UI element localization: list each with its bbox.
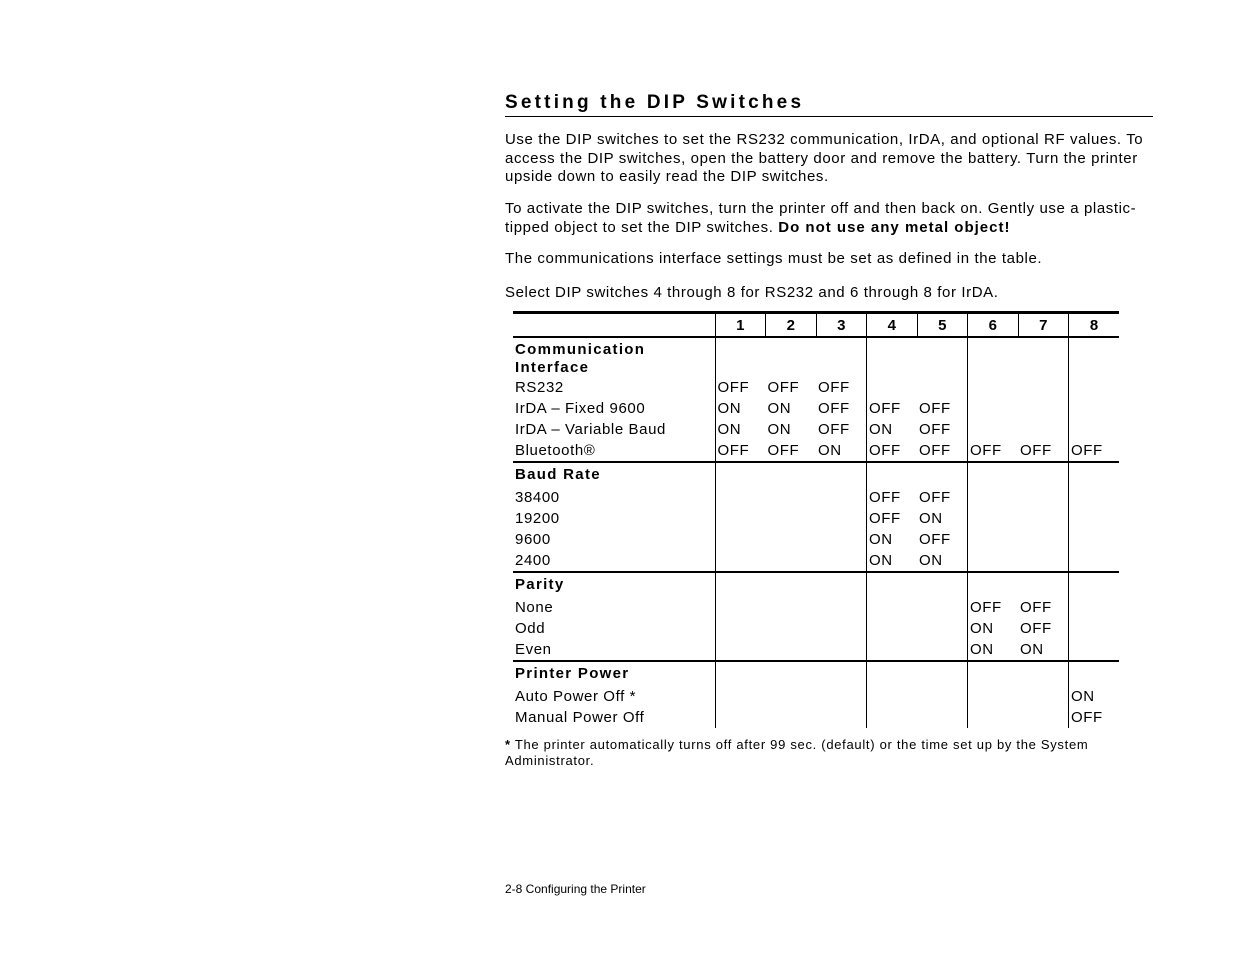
switch-1-value bbox=[715, 597, 766, 618]
switch-6-value bbox=[968, 487, 1019, 508]
switch-8-value: OFF bbox=[1069, 440, 1120, 462]
empty-cell bbox=[1069, 572, 1120, 597]
switch-3-value: ON bbox=[816, 440, 867, 462]
row-label: 38400 bbox=[515, 489, 560, 506]
switch-4-value bbox=[867, 597, 918, 618]
empty-cell bbox=[867, 337, 918, 377]
row-label: IrDA – Variable Baud bbox=[515, 421, 666, 438]
switch-1-value: OFF bbox=[715, 377, 766, 398]
empty-cell bbox=[816, 661, 867, 686]
section-heading: Setting the DIP Switches bbox=[505, 92, 1153, 117]
row-label: Auto Power Off * bbox=[515, 688, 637, 705]
switch-7-value bbox=[1018, 686, 1069, 707]
table-row bbox=[513, 398, 1119, 419]
empty-cell bbox=[968, 462, 1019, 487]
row-label: IrDA – Fixed 9600 bbox=[515, 400, 646, 417]
switch-1-value bbox=[715, 529, 766, 550]
section-title-row bbox=[513, 462, 1119, 487]
switch-8-value: ON bbox=[1069, 686, 1120, 707]
switch-5-value: ON bbox=[919, 510, 943, 527]
switch-1-value bbox=[715, 686, 766, 707]
switch-4-value: OFF bbox=[867, 398, 918, 419]
switch-6-value bbox=[968, 707, 1019, 728]
row-label: Bluetooth® bbox=[513, 440, 715, 462]
empty-cell bbox=[917, 572, 968, 597]
footnote bbox=[505, 737, 1145, 769]
empty-cell bbox=[715, 337, 766, 377]
switch-7-value: OFF bbox=[1018, 440, 1069, 462]
table-row bbox=[513, 618, 1119, 639]
switch-8-value bbox=[1069, 508, 1120, 529]
section-title-row bbox=[513, 661, 1119, 686]
switch-2-value bbox=[766, 508, 817, 529]
activation-text: To activate the DIP switches, turn the printer off and then back on. Gently use a plastic-tipped object to set the DIP switches. bbox=[505, 200, 1137, 236]
empty-cell bbox=[1069, 661, 1120, 686]
switch-2-value: ON bbox=[767, 421, 792, 438]
switch-8-value bbox=[1069, 419, 1120, 440]
empty-cell bbox=[816, 572, 867, 597]
switch-3-value bbox=[816, 487, 867, 508]
switch-header-2: 2 bbox=[766, 313, 817, 338]
activation-paragraph bbox=[505, 200, 1150, 237]
row-label: RS232 bbox=[515, 379, 564, 396]
switch-3-value: OFF bbox=[818, 400, 850, 417]
footnote-text: The printer automatically turns off after 99 sec. (default) or the time set up by the System Administrator. bbox=[505, 737, 1089, 768]
switch-2-value: OFF bbox=[767, 379, 800, 396]
switch-4-value: OFF bbox=[867, 440, 918, 462]
switch-7-value bbox=[1018, 508, 1069, 529]
switch-1-value bbox=[715, 508, 766, 529]
row-label: Manual Power Off bbox=[515, 709, 645, 726]
switch-3-value bbox=[816, 618, 867, 639]
switch-1-value bbox=[715, 639, 766, 661]
switch-4-value bbox=[867, 639, 918, 661]
switch-3-value bbox=[816, 639, 867, 661]
header-blank bbox=[513, 313, 715, 338]
switch-1-value bbox=[715, 618, 766, 639]
switch-3-value bbox=[816, 686, 867, 707]
switch-6-value: OFF bbox=[968, 597, 1019, 618]
switch-2-value: OFF bbox=[766, 440, 817, 462]
switch-5-value: OFF bbox=[919, 421, 951, 438]
empty-cell bbox=[715, 661, 766, 686]
settings-paragraph: The communications interface settings must be set as defined in the table. bbox=[505, 250, 1043, 267]
metal-warning: Do not use any metal object! bbox=[778, 218, 1011, 236]
switch-4-value bbox=[867, 707, 918, 728]
switch-2-value bbox=[766, 487, 817, 508]
row-label: 9600 bbox=[515, 531, 551, 548]
switch-1-value: ON bbox=[715, 398, 766, 419]
section-title-row bbox=[513, 337, 1119, 377]
row-label: 19200 bbox=[515, 510, 560, 527]
switch-3-value: OFF bbox=[818, 421, 850, 438]
empty-cell bbox=[715, 462, 766, 487]
switch-5-value bbox=[917, 639, 968, 661]
section-title: Communication Interface bbox=[515, 341, 646, 376]
switch-8-value bbox=[1069, 597, 1120, 618]
switch-1-value bbox=[715, 487, 766, 508]
empty-cell bbox=[715, 572, 766, 597]
switch-2-value bbox=[766, 550, 817, 572]
empty-cell bbox=[1069, 462, 1120, 487]
empty-cell bbox=[1018, 661, 1069, 686]
switch-6-value bbox=[968, 398, 1019, 419]
empty-cell bbox=[766, 661, 817, 686]
empty-cell bbox=[968, 572, 1019, 597]
switch-header-1: 1 bbox=[715, 313, 766, 338]
switch-2-value bbox=[766, 597, 817, 618]
empty-cell bbox=[867, 462, 918, 487]
switch-5-value bbox=[917, 707, 968, 728]
row-label: 2400 bbox=[513, 550, 715, 572]
select-paragraph: Select DIP switches 4 through 8 for RS232 and 6 through 8 for IrDA. bbox=[505, 284, 999, 301]
dip-switch-table bbox=[513, 311, 1119, 728]
switch-header-3: 3 bbox=[816, 313, 867, 338]
switch-7-value: OFF bbox=[1020, 620, 1052, 637]
switch-6-value bbox=[968, 377, 1019, 398]
switch-5-value bbox=[917, 377, 968, 398]
table-row bbox=[513, 529, 1119, 550]
empty-cell bbox=[1018, 337, 1069, 377]
section-title: Parity bbox=[515, 576, 565, 593]
row-label: None bbox=[515, 599, 554, 616]
switch-2-value bbox=[766, 618, 817, 639]
switch-3-value bbox=[816, 550, 867, 572]
switch-6-value bbox=[968, 419, 1019, 440]
table-body bbox=[513, 337, 1119, 728]
empty-cell bbox=[816, 462, 867, 487]
switch-2-value bbox=[766, 529, 817, 550]
switch-6-value bbox=[968, 686, 1019, 707]
empty-cell bbox=[917, 462, 968, 487]
switch-5-value bbox=[917, 597, 968, 618]
switch-8-value bbox=[1069, 529, 1120, 550]
empty-cell bbox=[766, 462, 817, 487]
switch-3-value bbox=[816, 707, 867, 728]
switch-5-value bbox=[917, 686, 968, 707]
switch-7-value bbox=[1018, 707, 1069, 728]
table-header-row bbox=[513, 313, 1119, 338]
switch-5-value: ON bbox=[917, 550, 968, 572]
switch-2-value bbox=[766, 686, 817, 707]
empty-cell bbox=[1069, 337, 1120, 377]
switch-6-value bbox=[968, 508, 1019, 529]
switch-4-value bbox=[867, 377, 918, 398]
table-row bbox=[513, 639, 1119, 661]
switch-4-value: ON bbox=[867, 419, 918, 440]
table-row bbox=[513, 686, 1119, 707]
row-label: Odd bbox=[515, 620, 546, 637]
switch-4-value: ON bbox=[867, 529, 918, 550]
switch-7-value bbox=[1018, 419, 1069, 440]
switch-2-value bbox=[766, 639, 817, 661]
intro-paragraph: Use the DIP switches to set the RS232 communication, IrDA, and optional RF values. To access the DIP switches, open the battery door and remove the battery. Turn the printer upside down to easily read the DIP switches. bbox=[505, 131, 1144, 185]
switch-header-8: 8 bbox=[1069, 313, 1120, 338]
switch-7-value bbox=[1018, 550, 1069, 572]
switch-4-value: OFF bbox=[867, 487, 918, 508]
switch-2-value bbox=[766, 707, 817, 728]
table-row bbox=[513, 508, 1119, 529]
switch-1-value bbox=[715, 707, 766, 728]
switch-6-value: ON bbox=[968, 618, 1019, 639]
table-row bbox=[513, 487, 1119, 508]
empty-cell bbox=[867, 572, 918, 597]
switch-header-5: 5 bbox=[917, 313, 968, 338]
switch-7-value bbox=[1018, 398, 1069, 419]
switch-8-value bbox=[1069, 398, 1120, 419]
table-row bbox=[513, 597, 1119, 618]
empty-cell bbox=[1018, 572, 1069, 597]
section-title: Printer Power bbox=[515, 665, 630, 682]
switch-header-4: 4 bbox=[867, 313, 918, 338]
switch-4-value: ON bbox=[867, 550, 918, 572]
empty-cell bbox=[968, 661, 1019, 686]
switch-header-6: 6 bbox=[968, 313, 1019, 338]
switch-5-value bbox=[917, 618, 968, 639]
switch-8-value bbox=[1069, 377, 1120, 398]
switch-3-value bbox=[816, 597, 867, 618]
section-title: Baud Rate bbox=[515, 466, 601, 483]
switch-7-value bbox=[1018, 487, 1069, 508]
switch-7-value bbox=[1018, 529, 1069, 550]
switch-7-value bbox=[1018, 377, 1069, 398]
switch-header-7: 7 bbox=[1018, 313, 1069, 338]
row-label: Even bbox=[513, 639, 715, 661]
switch-8-value bbox=[1069, 639, 1120, 661]
empty-cell bbox=[816, 337, 867, 377]
table-row bbox=[513, 377, 1119, 398]
switch-4-value bbox=[867, 686, 918, 707]
switch-6-value: ON bbox=[968, 639, 1019, 661]
switch-1-value bbox=[715, 550, 766, 572]
empty-cell bbox=[766, 572, 817, 597]
switch-3-value bbox=[816, 529, 867, 550]
footnote-marker: * bbox=[505, 737, 511, 752]
switch-5-value: OFF bbox=[919, 489, 951, 506]
empty-cell bbox=[917, 661, 968, 686]
page-footer: 2-8 Configuring the Printer bbox=[505, 882, 646, 896]
table-row bbox=[513, 707, 1119, 728]
switch-4-value: OFF bbox=[867, 508, 918, 529]
empty-cell bbox=[1018, 462, 1069, 487]
switch-8-value bbox=[1069, 487, 1120, 508]
empty-cell bbox=[867, 661, 918, 686]
table-row bbox=[513, 550, 1119, 572]
switch-3-value: OFF bbox=[818, 379, 850, 396]
empty-cell bbox=[917, 337, 968, 377]
switch-8-value: OFF bbox=[1069, 707, 1120, 728]
switch-5-value: OFF bbox=[919, 400, 951, 417]
switch-2-value: ON bbox=[767, 400, 792, 417]
table-row bbox=[513, 440, 1119, 462]
switch-4-value bbox=[867, 618, 918, 639]
switch-6-value bbox=[968, 550, 1019, 572]
switch-6-value: OFF bbox=[968, 440, 1019, 462]
switch-8-value bbox=[1069, 550, 1120, 572]
switch-5-value: OFF bbox=[917, 440, 968, 462]
switch-1-value: OFF bbox=[715, 440, 766, 462]
switch-5-value: OFF bbox=[919, 531, 951, 548]
switch-8-value bbox=[1069, 618, 1120, 639]
section-title-row bbox=[513, 572, 1119, 597]
switch-1-value: ON bbox=[715, 419, 766, 440]
empty-cell bbox=[968, 337, 1019, 377]
switch-6-value bbox=[968, 529, 1019, 550]
switch-3-value bbox=[816, 508, 867, 529]
switch-7-value: ON bbox=[1018, 639, 1069, 661]
empty-cell bbox=[766, 337, 817, 377]
switch-7-value: OFF bbox=[1020, 599, 1052, 616]
table-row bbox=[513, 419, 1119, 440]
